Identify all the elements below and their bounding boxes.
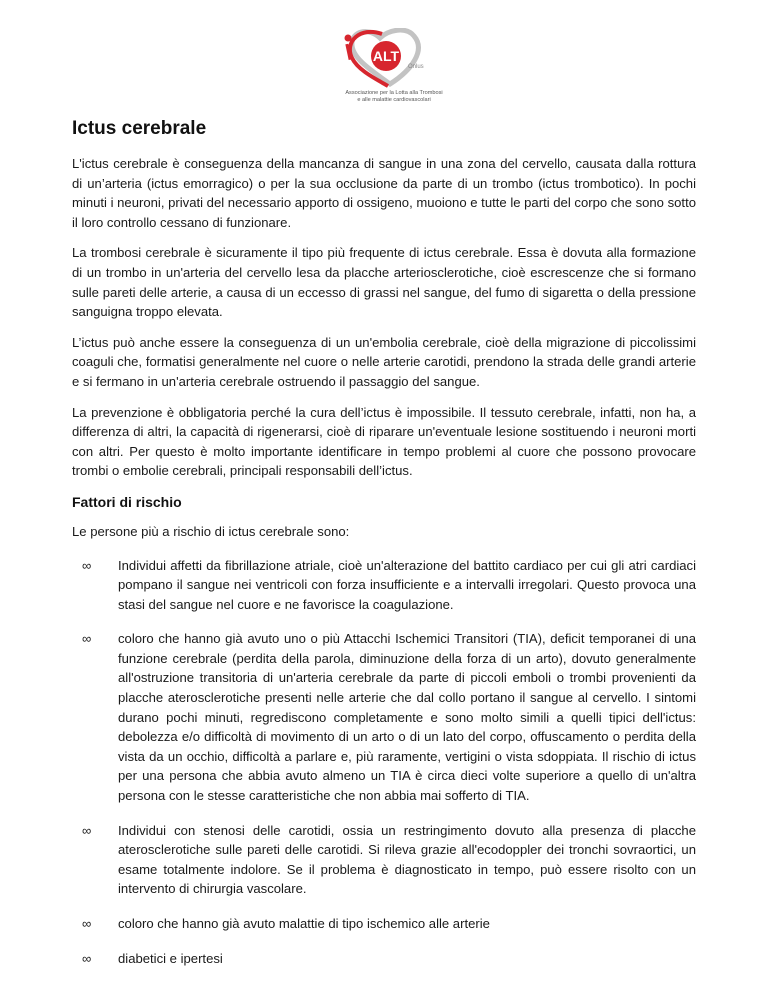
list-item [72, 629, 696, 805]
paragraph: La trombosi cerebrale è sicuramente il tipo più frequente di ictus cerebrale. Essa è dovuta alla formazione di un trombo in un'arteria del cervello lesa da placche arteriosclerotiche, cioè escrescenze che si formano sulle pareti delle arterie, a causa di un eccesso di grassi nel sangue, del fumo di sigaretta o della pressione sanguigna troppo elevata. [72, 245, 696, 320]
bullet-icon: ∞ [82, 557, 92, 573]
bullet-icon: ∞ [82, 822, 92, 838]
list-item-text: coloro che hanno già avuto uno o più Attacchi Ischemici Transitori (TIA), deficit temporanei di una funzione cerebrale (perdita della parola, diminuzione della forza di un arto), dovuto generalmente all'ostruzione transitoria di un'arteria cerebrale da parte di piccoli emboli o trombi provenienti da placche aterosclerotiche presenti nelle arterie che dal collo portano il sangue al cervello. I sintomi durano pochi minuti, regrediscono completamente e sono molto simili a quelli tipici dell'ictus: debolezza e/o difficoltà di movimento di un arto o di un lato del corpo, offuscamento o perdita della vista da un occhio, difficoltà a parlare e, più raramente, vertigini o vista sdoppiata. Il rischio di ictus per una persona che abbia avuto almeno un TIA è circa dieci volte superiore a quello di un'altra persona con le stesse caratteristiche che non abbia mai sofferto di TIA. [118, 631, 696, 804]
heart-logo-icon [330, 28, 458, 90]
logo-caption-line: Associazione per la Lotta alla Trombosi [345, 90, 443, 96]
list-item [72, 914, 696, 934]
logo-caption-line: e alle malattie cardiovascolari [357, 97, 431, 103]
paragraph: L'ictus cerebrale è conseguenza della mancanza di sangue in una zona del cervello, causata dalla rottura di un’arteria (ictus emorragico) o per la sua occlusione da parte di un trombo (ictus trombotico). In pochi minuti i neuroni, privati del necessario apporto di ossigeno, muoiono e tutte le parti del corpo che sono sotto il loro controllo cessano di funzionare. [72, 156, 696, 230]
list-item-text: Individui affetti da fibrillazione atriale, cioè un'alterazione del battito cardiaco per cui gli atri cardiaci pompano il sangue nei ventricoli con forza insufficiente e a intervalli irregolari. Questo provoca una stasi del sangue nel cuore e ne favorisce la coagulazione. [118, 557, 696, 612]
logo-subtext: Onlus [408, 64, 424, 70]
section-heading: Fattori di rischio [72, 493, 182, 510]
bullet-icon: ∞ [82, 916, 92, 931]
page-title: Ictus cerebrale [72, 118, 207, 139]
paragraph: L’ictus può anche essere la conseguenza di un un'embolia cerebrale, cioè della migrazione di piccolissimi coaguli che, formatisi generalmente nel cuore o nelle arterie carotidi, prendono la strada delle grandi arterie e si fermano in un'arteria cerebrale ostruendo il passaggio del sangue. [72, 334, 696, 389]
paragraph: La prevenzione è obbligatoria perché la cura dell’ictus è impossibile. Il tessuto cerebrale, infatti, non ha, a differenza di altri, la capacità di rigenerarsi, cioè di riparare un'eventuale lesione sostituendo i neuroni morti con altri. Per questo è molto importante identificare in tempo problemi al cuore che possono provocare trombi o embolie cerebrali, principali responsabili dell’ictus. [72, 404, 696, 479]
list-item [72, 821, 696, 899]
risk-list [72, 556, 696, 969]
alt-logo [330, 28, 458, 118]
list-item-text: Individui con stenosi delle carotidi, ossia un restringimento dovuto alla presenza di placche aterosclerotiche sulle pareti delle carotidi. Si rileva grazie all'ecodoppler dei tronchi sovraortici, un esame totalmente indolore. Se il problema è diagnosticato in tempo, può essere risolto con un intervento di chirurgia vascolare. [118, 822, 696, 897]
list-item [72, 556, 696, 615]
article-body [72, 154, 696, 983]
section-intro: Le persone più a rischio di ictus cerebrale sono: [72, 523, 350, 539]
list-item [72, 949, 696, 969]
bullet-icon: ∞ [82, 950, 92, 966]
logo-text: ALT [372, 48, 400, 64]
list-item-text: coloro che hanno già avuto malattie di tipo ischemico alle arterie [118, 916, 490, 931]
bullet-icon: ∞ [82, 631, 92, 647]
list-item-text: diabetici e ipertesi [118, 950, 223, 966]
logo-caption [330, 90, 458, 104]
